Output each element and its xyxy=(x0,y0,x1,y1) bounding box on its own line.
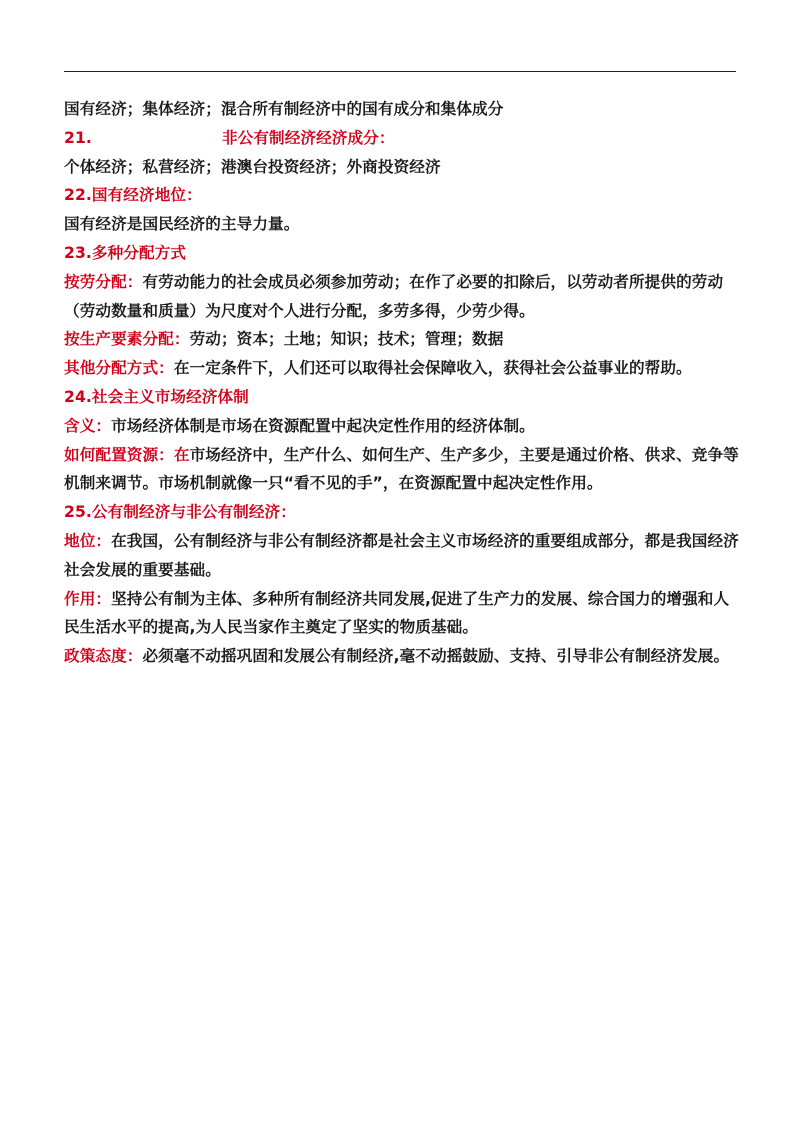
document-body xyxy=(64,95,740,671)
text-policy: 必须毫不动摇巩固和发展公有制经济,毫不动摇鼓励、支持、引导非公有制经济发展。 xyxy=(142,647,730,666)
heading-21-number: 21. xyxy=(64,128,92,147)
paragraph-23-other xyxy=(64,354,740,383)
text-allocation: 市场经济中，生产什么、如何生产、生产多少，主要是通过价格、供求、竞争等机制来调节。市场机制就像一只“看不见的手”，在资源配置中起决定性作用。 xyxy=(64,445,739,493)
heading-21-title: 非公有制经济经济成分： xyxy=(221,128,395,147)
paragraph-23-labor xyxy=(64,268,740,326)
label-role: 作用： xyxy=(64,589,112,608)
paragraph-23-factors xyxy=(64,325,740,354)
paragraph-25-role xyxy=(64,585,740,643)
heading-25: 25.公有制经济与非公有制经济： xyxy=(64,503,296,522)
paragraph-21: 个体经济；私营经济；港澳台投资经济；外商投资经济 xyxy=(64,157,441,176)
text-status: 在我国，公有制经济与非公有制经济都是社会主义市场经济的重要组成部分，都是我国经济社会发展的重要基础。 xyxy=(64,531,739,579)
text-other-distribution: 在一定条件下，人们还可以取得社会保障收入，获得社会公益事业的帮助。 xyxy=(173,359,692,378)
heading-22: 22.国有经济地位： xyxy=(64,186,202,205)
label-labor-distribution: 按劳分配： xyxy=(64,272,143,291)
heading-24: 24.社会主义市场经济体制 xyxy=(64,387,249,406)
label-allocation: 如何配置资源：在 xyxy=(64,445,190,464)
heading-21 xyxy=(64,124,740,153)
label-factor-distribution: 按生产要素分配： xyxy=(64,330,190,349)
paragraph-public-economy: 国有经济；集体经济；混合所有制经济中的国有成分和集体成分 xyxy=(64,100,504,118)
label-meaning: 含义： xyxy=(64,416,112,435)
header-rule xyxy=(64,71,736,72)
label-status: 地位： xyxy=(64,531,112,550)
paragraph-22: 国有经济是国民经济的主导力量。 xyxy=(64,215,300,234)
paragraph-25-policy xyxy=(64,642,740,671)
label-other-distribution: 其他分配方式： xyxy=(64,359,174,378)
text-labor-distribution: 有劳动能力的社会成员必须参加劳动；在作了必要的扣除后，以劳动者所提供的劳动（劳动数量和质量）为尺度对个人进行分配，多劳多得，少劳少得。 xyxy=(64,272,724,320)
heading-23: 23.多种分配方式 xyxy=(64,243,187,262)
label-policy: 政策态度： xyxy=(64,647,143,666)
paragraph-24-meaning xyxy=(64,412,740,441)
paragraph-25-status xyxy=(64,527,740,585)
text-meaning: 市场经济体制是市场在资源配置中起决定性作用的经济体制。 xyxy=(111,416,535,435)
text-factor-distribution: 劳动；资本；土地；知识；技术；管理；数据 xyxy=(189,330,504,349)
text-role: 坚持公有制为主体、多种所有制经济共同发展,促进了生产力的发展、综合国力的增强和人民生活水平的提高,为人民当家作主奠定了坚实的物质基础。 xyxy=(64,589,730,637)
paragraph-24-allocation xyxy=(64,441,740,499)
